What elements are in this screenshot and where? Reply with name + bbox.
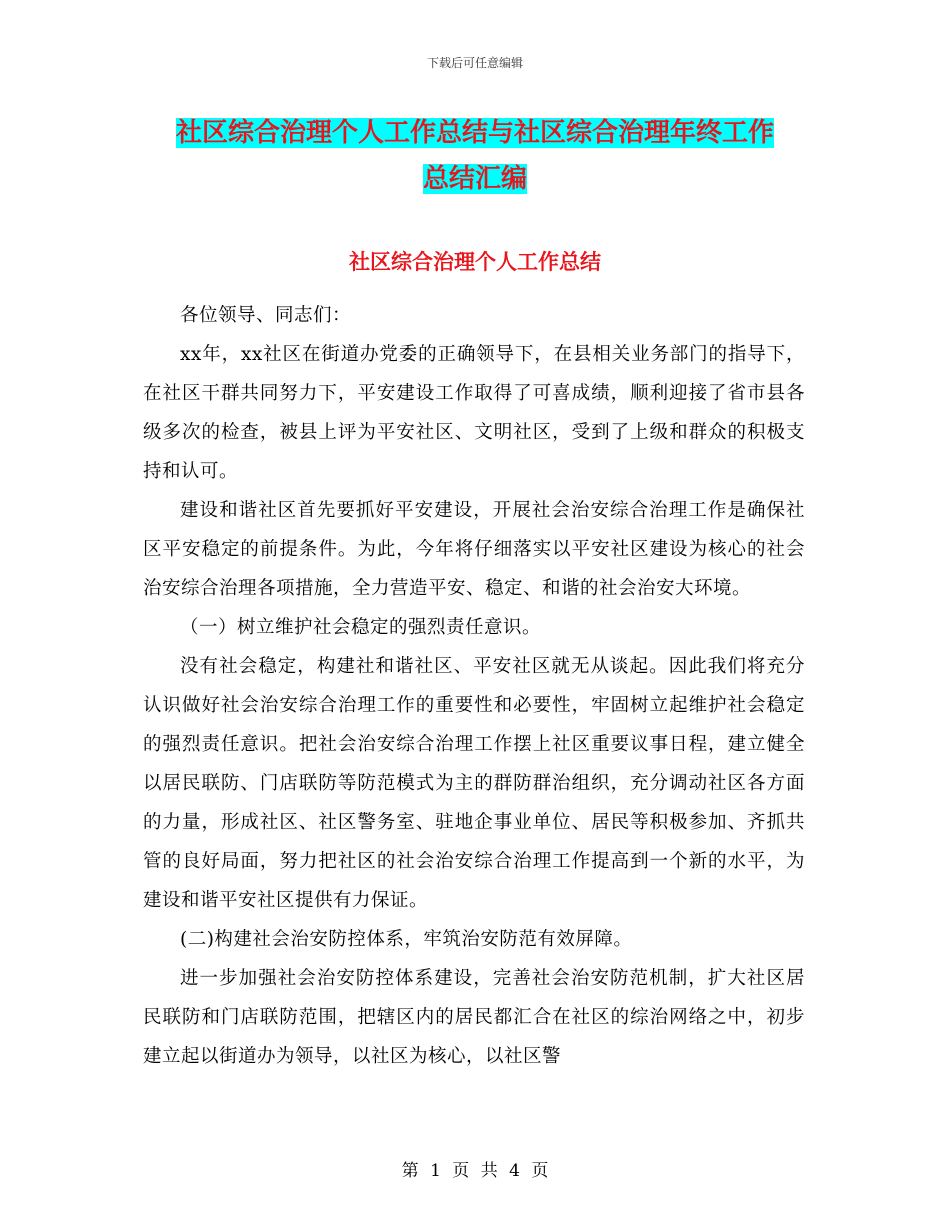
- paragraph: 没有社会稳定，构建社和谐社区、平安社区就无从谈起。因此我们将充分认识做好社会治安综合治理工作的重要性和必要性，牢固树立起维护社会稳定的强烈责任意识。把社会治安综合治理工作摆上社区重要议事日程，建立健全以居民联防、门店联防等防范模式为主的群防群治组织，充分调动社区各方面的力量，形成社区、社区警务室、驻地企事业单位、居民等积极参加、齐抓共管的良好局面，努力把社区的社会治安综合治理工作提高到一个新的水平，为建设和谐平安社区提供有力保证。: [143, 656, 805, 911]
- main-title-line1: 社区综合治理个人工作总结与社区综合治理年终工作: [175, 118, 774, 148]
- paragraph: 建设和谐社区首先要抓好平安建设，开展社会治安综合治理工作是确保社区平安稳定的前提条件。为此，今年将仔细落实以平安社区建设为核心的社会治安综合治理各项措施，全力营造平安、稳定、和谐的社会治安大环境。: [143, 500, 805, 599]
- body-text: [143, 296, 805, 1076]
- page-footer: 第 1 页 共 4 页: [401, 1161, 549, 1181]
- section-heading-2: (二)构建社会治安防控体系，牢筑治安防范有效屏障。: [180, 929, 633, 950]
- section-title: 社区综合治理个人工作总结: [349, 249, 601, 274]
- section-heading-1: （一）树立维护社会稳定的强烈责任意识。: [180, 617, 542, 638]
- header-note: 下载后可任意编辑: [426, 56, 523, 70]
- paragraph: xx年，xx社区在街道办党委的正确领导下，在县相关业务部门的指导下，在社区干群共同努力下，平安建设工作取得了可喜成绩，顺利迎接了省市县各级多次的检查，被县上评为平安社区、文明社区，受到了上级和群众的积极支持和认可。: [143, 344, 805, 482]
- paragraph-greeting: 各位领导、同志们：: [180, 305, 352, 326]
- paragraph: 进一步加强社会治安防控体系建设，完善社会治安防范机制，扩大社区居民联防和门店联防范围，把辖区内的居民都汇合在社区的综治网络之中，初步建立起以街道办为领导，以社区为核心，以社区警: [143, 968, 805, 1067]
- main-title: [140, 110, 810, 202]
- main-title-line2: 总结汇编: [422, 164, 527, 194]
